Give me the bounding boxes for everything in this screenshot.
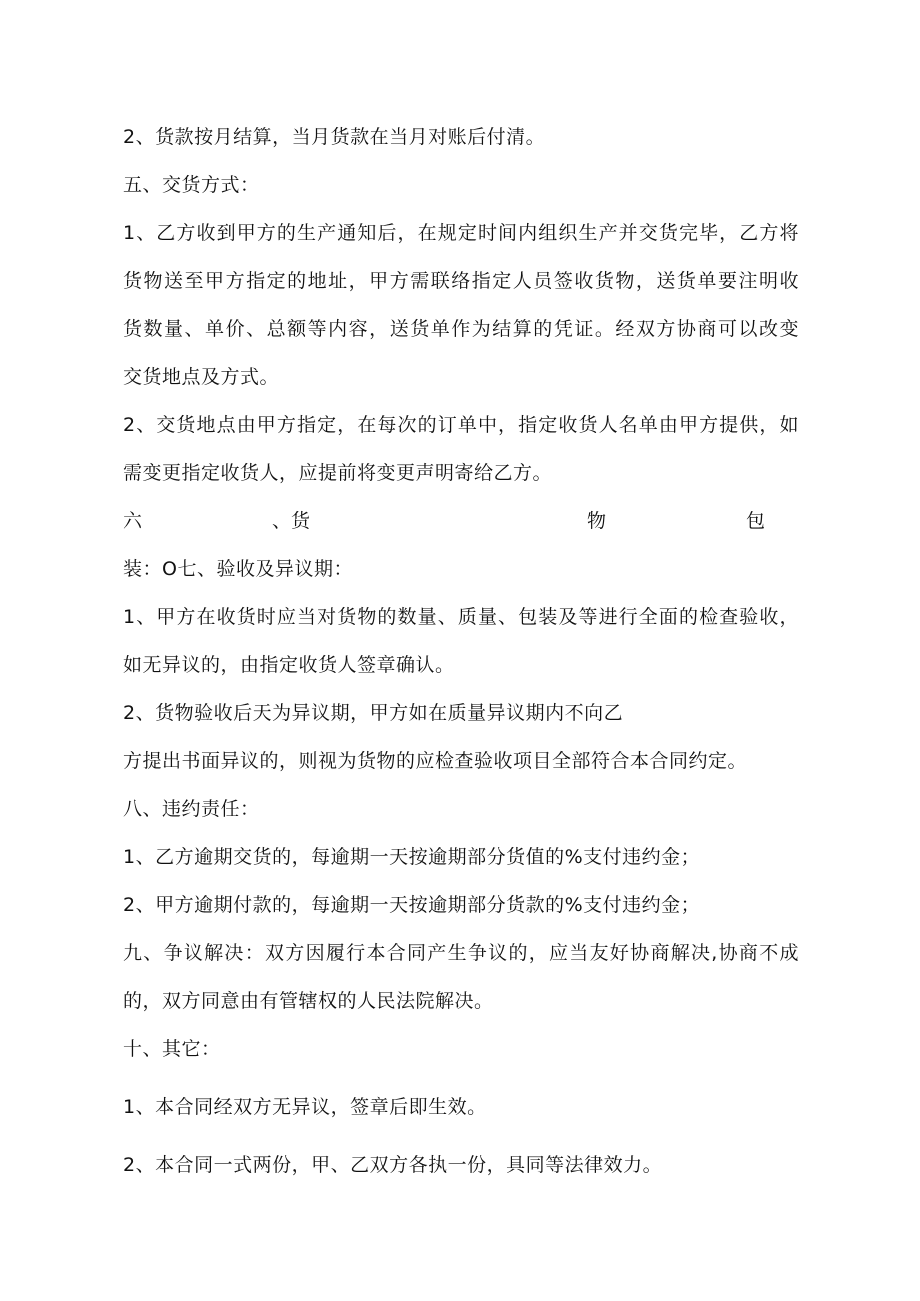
clause-delivery-2-line-2: 需变更指定收货人，应提前将变更声明寄给乙方。	[123, 462, 553, 484]
section-5-heading: 五、交货方式：	[123, 174, 260, 196]
clause-liability-2: 2、甲方逾期付款的，每逾期一天按逾期部分货款的%支付违约金；	[123, 894, 701, 916]
clause-other-2: 2、本合同一式两份，甲、乙双方各执一份，具同等法律效力。	[123, 1154, 663, 1176]
section-8-heading: 八、违约责任：	[123, 798, 260, 820]
clause-delivery-2-line-1: 2、交货地点由甲方指定，在每次的订单中，指定收货人名单由甲方提供，如	[123, 414, 799, 436]
clause-delivery-1-line-3: 货数量、单价、总额等内容，送货单作为结算的凭证。经双方协商可以改变	[123, 318, 799, 340]
clause-payment-2: 2、货款按月结算，当月货款在当月对账后付清。	[123, 126, 546, 148]
section-6-part-4: 包	[746, 510, 766, 532]
section-6-part-3: 物	[587, 510, 607, 532]
section-10-heading: 十、其它：	[123, 1038, 221, 1060]
clause-inspection-2-line-1: 2、货物验收后天为异议期，甲方如在质量异议期内不向乙	[123, 702, 624, 724]
clause-delivery-1-line-1: 1、乙方收到甲方的生产通知后，在规定时间内组织生产并交货完毕，乙方将	[123, 222, 799, 244]
clause-inspection-1-line-2: 如无异议的，由指定收货人签章确认。	[123, 654, 455, 676]
section-6-part-1: 六	[123, 510, 143, 532]
clause-other-1: 1、本合同经双方无异议，签章后即生效。	[123, 1096, 487, 1118]
clause-inspection-1-line-1: 1、甲方在收货时应当对货物的数量、质量、包装及等进行全面的检查验收，	[123, 606, 799, 628]
section-9-line-2: 的，双方同意由有管辖权的人民法院解决。	[123, 990, 494, 1012]
clause-delivery-1-line-4: 交货地点及方式。	[123, 366, 280, 388]
section-9-line-1: 九、争议解决：双方因履行本合同产生争议的，应当友好协商解决,协商不成	[123, 942, 799, 964]
clause-inspection-2-line-2: 方提出书面异议的，则视为货物的应检查验收项目全部符合本合同约定。	[123, 750, 748, 772]
section-6-part-2: 、货	[272, 510, 311, 532]
clause-liability-1: 1、乙方逾期交货的，每逾期一天按逾期部分货值的%支付违约金；	[123, 846, 701, 868]
section-6-7-line: 装：O七、验收及异议期：	[123, 558, 353, 580]
clause-delivery-1-line-2: 货物送至甲方指定的地址，甲方需联络指定人员签收货物，送货单要注明收	[123, 270, 799, 292]
